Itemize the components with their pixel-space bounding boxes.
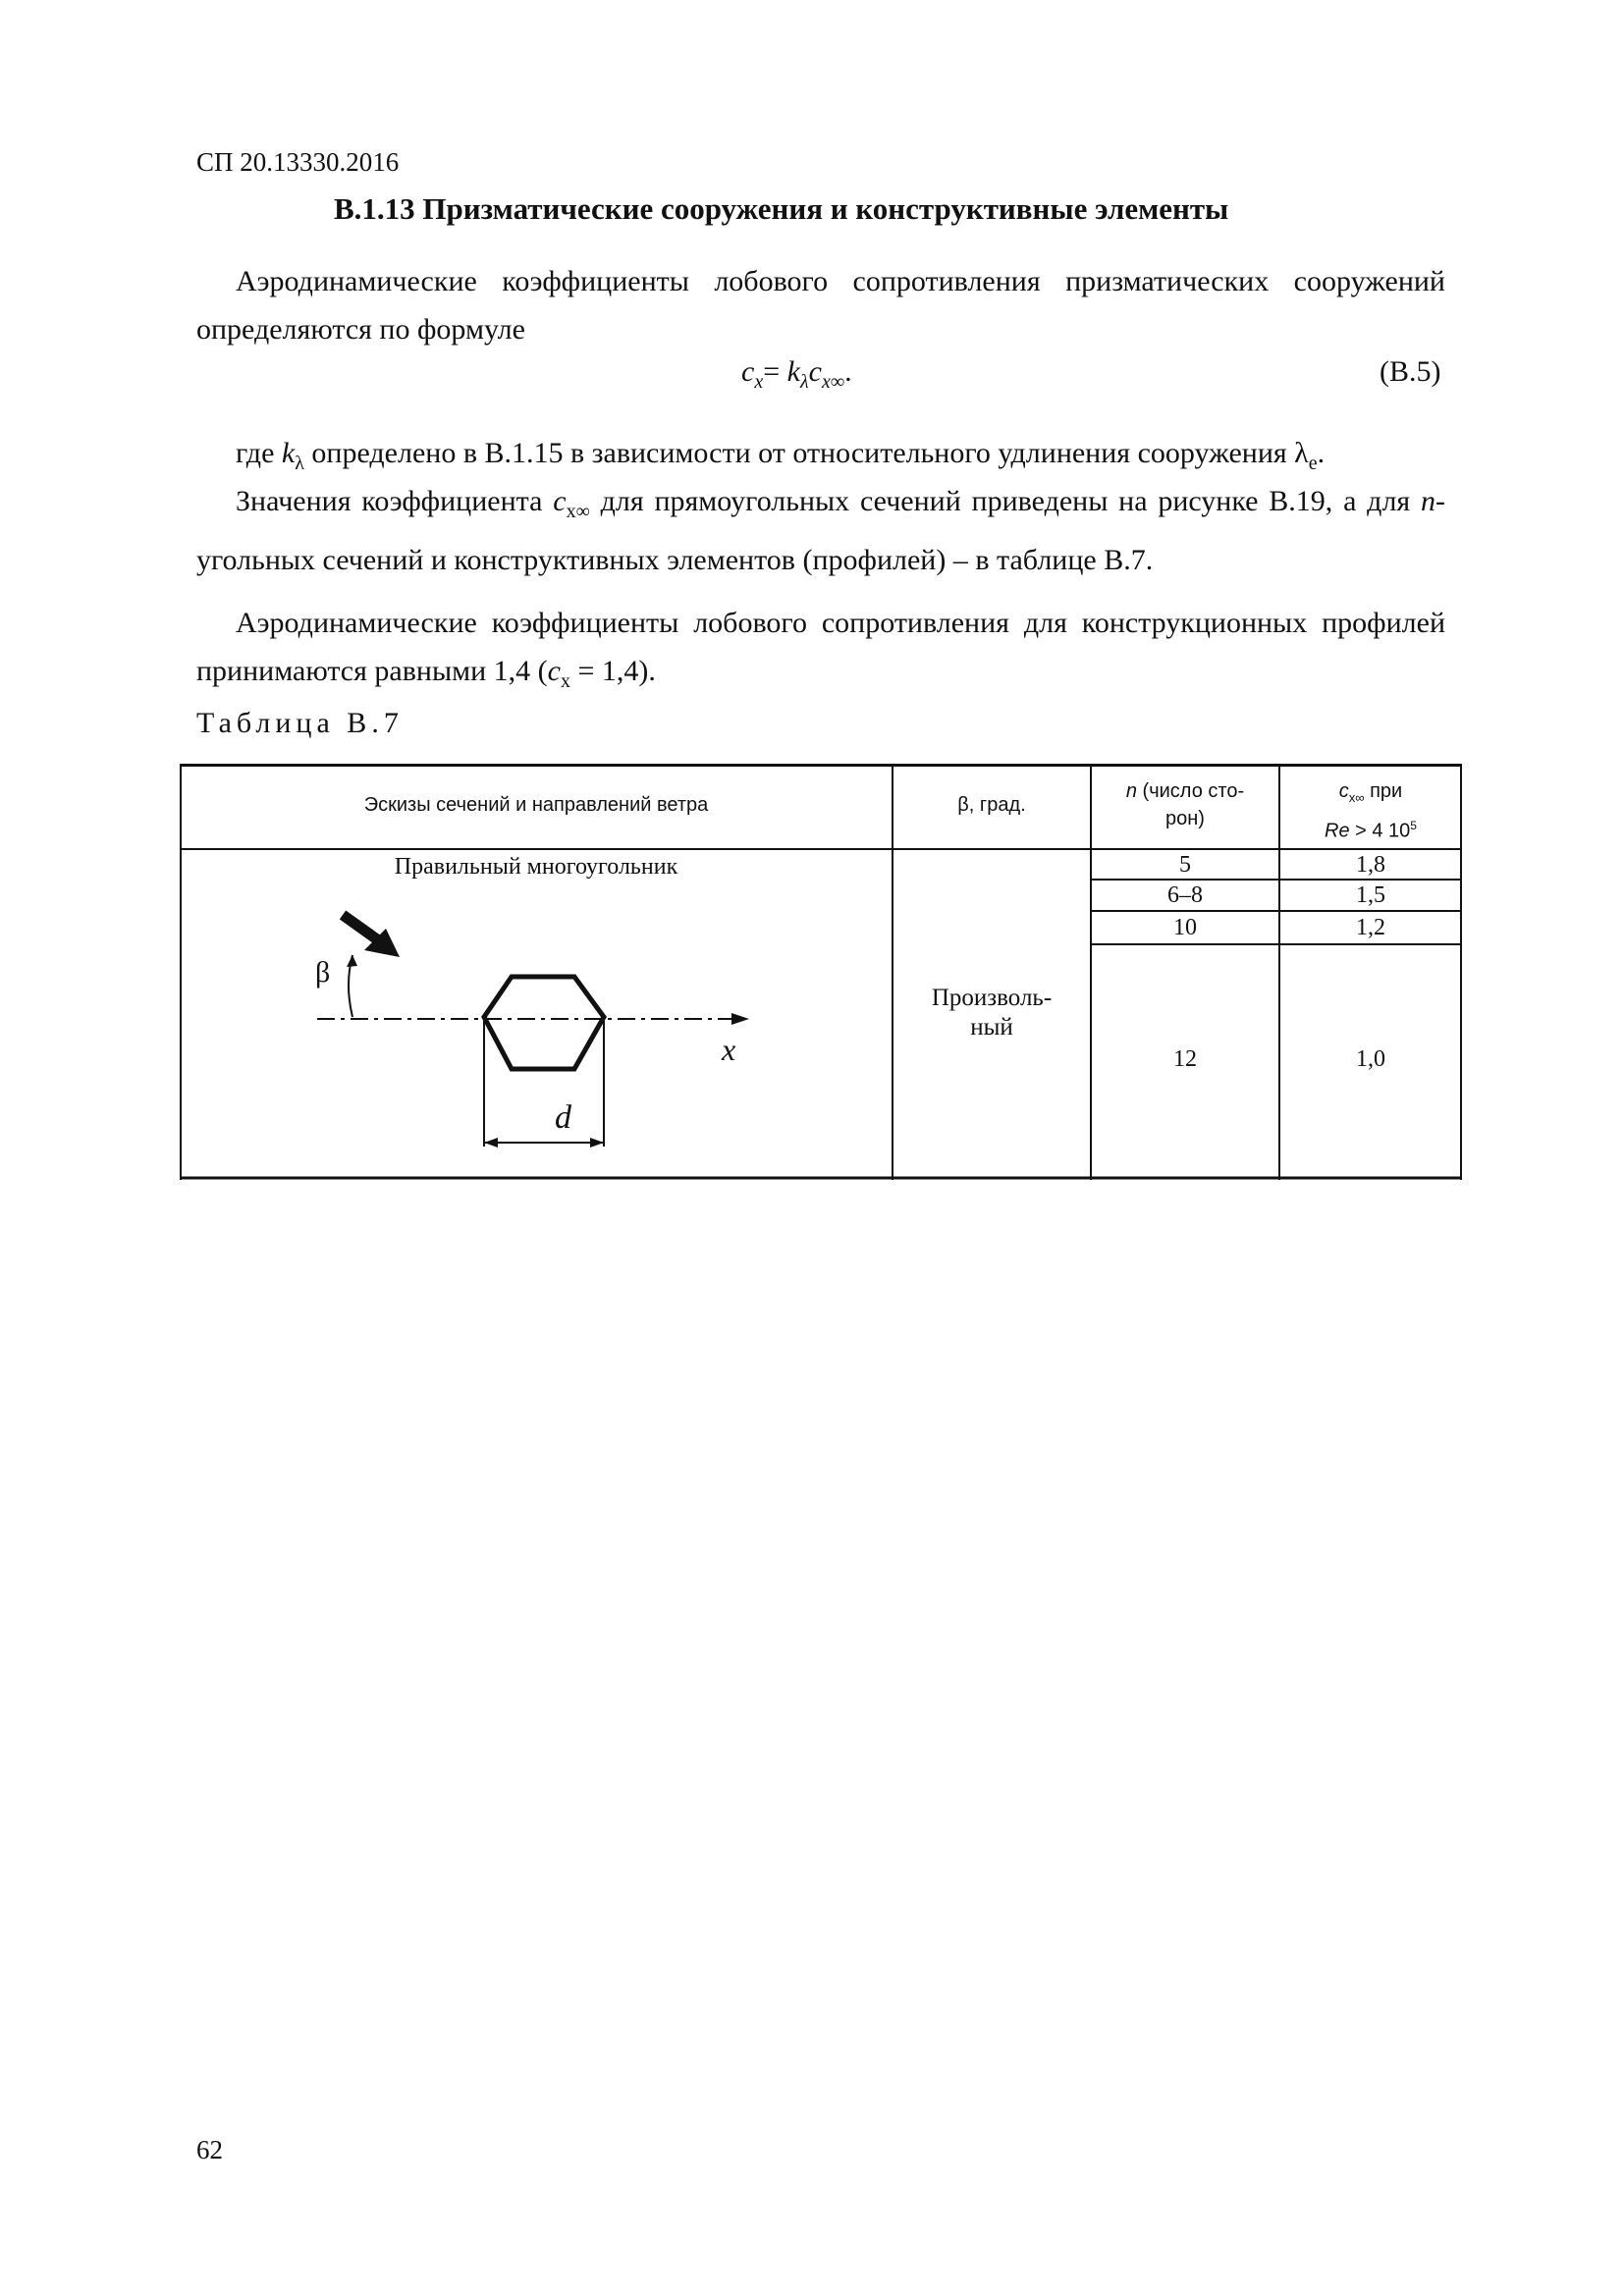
header-re-exp: 5 [1410, 819, 1417, 832]
p4-b: = 1,4). [569, 655, 656, 687]
p3-a: Значения коэффициента [236, 485, 554, 517]
page-number: 62 [196, 2135, 223, 2164]
formula-lhs-sub: x [754, 371, 764, 393]
row-n-12: 12 [1173, 1046, 1197, 1072]
p3-b: для прямоугольных сечений приведены на рисунке В.19, а для [589, 485, 1421, 517]
formula-eq: = [763, 355, 787, 388]
hexagon-sketch [317, 915, 749, 1148]
header-c-text: при [1364, 780, 1403, 802]
table-b7 [180, 764, 1462, 1180]
section-heading: В.1.13 Призматические сооружения и конструктивные элементы [334, 191, 1229, 226]
header-sketch: Эскизы сечений и направлений ветра [363, 794, 709, 816]
row-n-6-8: 6–8 [1167, 882, 1203, 908]
row-n-10: 10 [1173, 915, 1197, 940]
sketch-label-d: d [555, 1099, 571, 1136]
row-c-6-8: 1,5 [1356, 882, 1385, 908]
header-n-text: (число сто- [1137, 780, 1245, 802]
sketch-label-beta: β [315, 956, 331, 988]
axis-arrow [731, 1013, 749, 1025]
beta-value-line-2: ный [970, 1014, 1013, 1041]
formula-k: k [786, 355, 800, 388]
p3-c-sub: x∞ [566, 501, 590, 522]
header-n-symbol: n [1125, 780, 1137, 802]
beta-value-line-1: Произволь- [931, 985, 1053, 1011]
header-c-sub: x∞ [1348, 790, 1365, 805]
row-c-5: 1,8 [1356, 852, 1385, 878]
header-beta: β, град. [957, 794, 1026, 816]
d-arrow-right [590, 1138, 604, 1148]
p2-lambda-sub: e [1308, 453, 1318, 474]
row-c-12: 1,0 [1356, 1046, 1385, 1072]
header-c-symbol: c [1338, 780, 1349, 802]
beta-arc-arrow [347, 955, 357, 967]
table-caption: Таблица В.7 [196, 707, 404, 739]
formula-c: c [808, 355, 822, 388]
document-code: СП 20.13330.2016 [196, 147, 400, 177]
row-n-5: 5 [1179, 852, 1191, 878]
p3-c: c [553, 485, 567, 517]
sketch-label-x: x [722, 1032, 736, 1067]
header-re-symbol: Re [1325, 820, 1350, 842]
d-arrow-left [484, 1138, 498, 1148]
sketch-title: Правильный многоугольник [394, 854, 678, 880]
p2-start: где [236, 437, 282, 469]
header-c [1279, 777, 1462, 845]
paragraph-intro: Аэродинамические коэффициенты лобового сопротивления призматических сооружений определяются по формуле [196, 265, 1445, 346]
p2-k-sub: λ [295, 453, 304, 474]
formula-c-sub: x∞ [821, 371, 845, 393]
p3-c2: -угольных сечений и конструктивных элементов (профилей) – в таблице В.7. [196, 485, 1445, 576]
formula-number: (В.5) [1380, 355, 1441, 388]
p3-n: n [1421, 485, 1435, 517]
formula-lhs: c [741, 355, 755, 388]
formula-k-sub: λ [799, 371, 809, 393]
p2-rest: определено в В.1.15 в зависимости от относительного удлинения сооружения λ [303, 437, 1309, 469]
paragraph-profiles [196, 599, 1445, 706]
p4-c: c [547, 655, 561, 687]
formula-end: . [844, 355, 852, 388]
row-c-10: 1,2 [1356, 915, 1385, 940]
p4-c-sub: x [560, 670, 570, 692]
beta-value [893, 984, 1091, 1042]
header-n-text-2: рон) [1165, 808, 1205, 829]
hexagon-shape [484, 977, 604, 1069]
header-re-text: > 4 10 [1349, 820, 1411, 842]
p2-k: k [281, 437, 296, 469]
formula-b5 [741, 355, 852, 394]
paragraph-values [196, 477, 1445, 584]
p4-a: Аэродинамические коэффициенты лобового сопротивления для конструкционных профилей принимаются равными 1,4 ( [196, 607, 1445, 687]
header-n [1091, 777, 1279, 832]
p2-end: . [1317, 437, 1326, 469]
